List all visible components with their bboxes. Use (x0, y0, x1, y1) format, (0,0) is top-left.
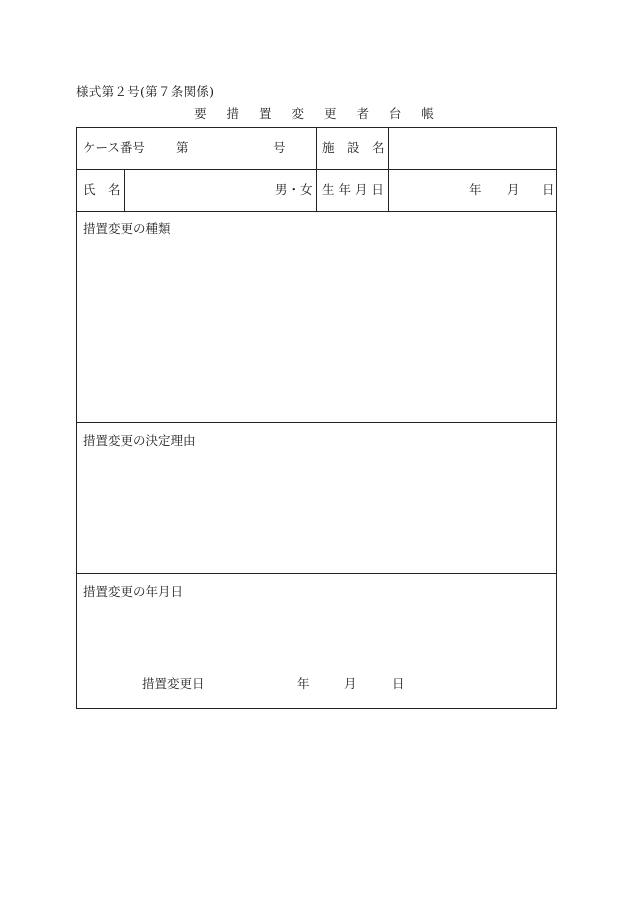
facility-name-field[interactable] (395, 141, 550, 159)
ledger-form-table (76, 127, 557, 709)
change-type-field[interactable] (83, 242, 549, 414)
change-date-year-unit: 年 (297, 676, 310, 691)
row-divider (77, 211, 556, 212)
birth-date-label: 生 年 月 日 (322, 182, 384, 197)
column-divider (316, 128, 317, 211)
form-number-label: 様式第２号(第７条関係) (76, 84, 215, 99)
facility-name-label: 施 設 名 (322, 140, 385, 155)
change-reason-label: 措置変更の決定理由 (83, 433, 196, 448)
change-date-section-label: 措置変更の年月日 (83, 584, 184, 599)
change-date-day-unit: 日 (392, 676, 405, 691)
case-number-suffix: 号 (273, 140, 286, 155)
form-title: 要 措 置 変 更 者 台 帳 (194, 106, 442, 121)
row-divider (77, 573, 556, 574)
name-field[interactable] (132, 183, 272, 201)
birth-year-unit: 年 (469, 182, 482, 197)
change-date-label: 措置変更日 (142, 676, 205, 691)
case-number-prefix: 第 (176, 140, 189, 155)
sex-selector[interactable]: 男・女 (275, 182, 313, 197)
change-type-label: 措置変更の種類 (83, 221, 171, 236)
column-divider (388, 128, 389, 211)
change-reason-field[interactable] (83, 454, 549, 566)
row-divider (77, 422, 556, 423)
birth-day-unit: 日 (542, 182, 555, 197)
birth-month-unit: 月 (507, 182, 520, 197)
name-label: 氏 名 (83, 182, 121, 197)
column-divider (124, 169, 125, 211)
case-number-label: ケース番号 (83, 140, 145, 155)
case-number-field[interactable] (176, 138, 286, 158)
change-date-month-unit: 月 (344, 676, 357, 691)
